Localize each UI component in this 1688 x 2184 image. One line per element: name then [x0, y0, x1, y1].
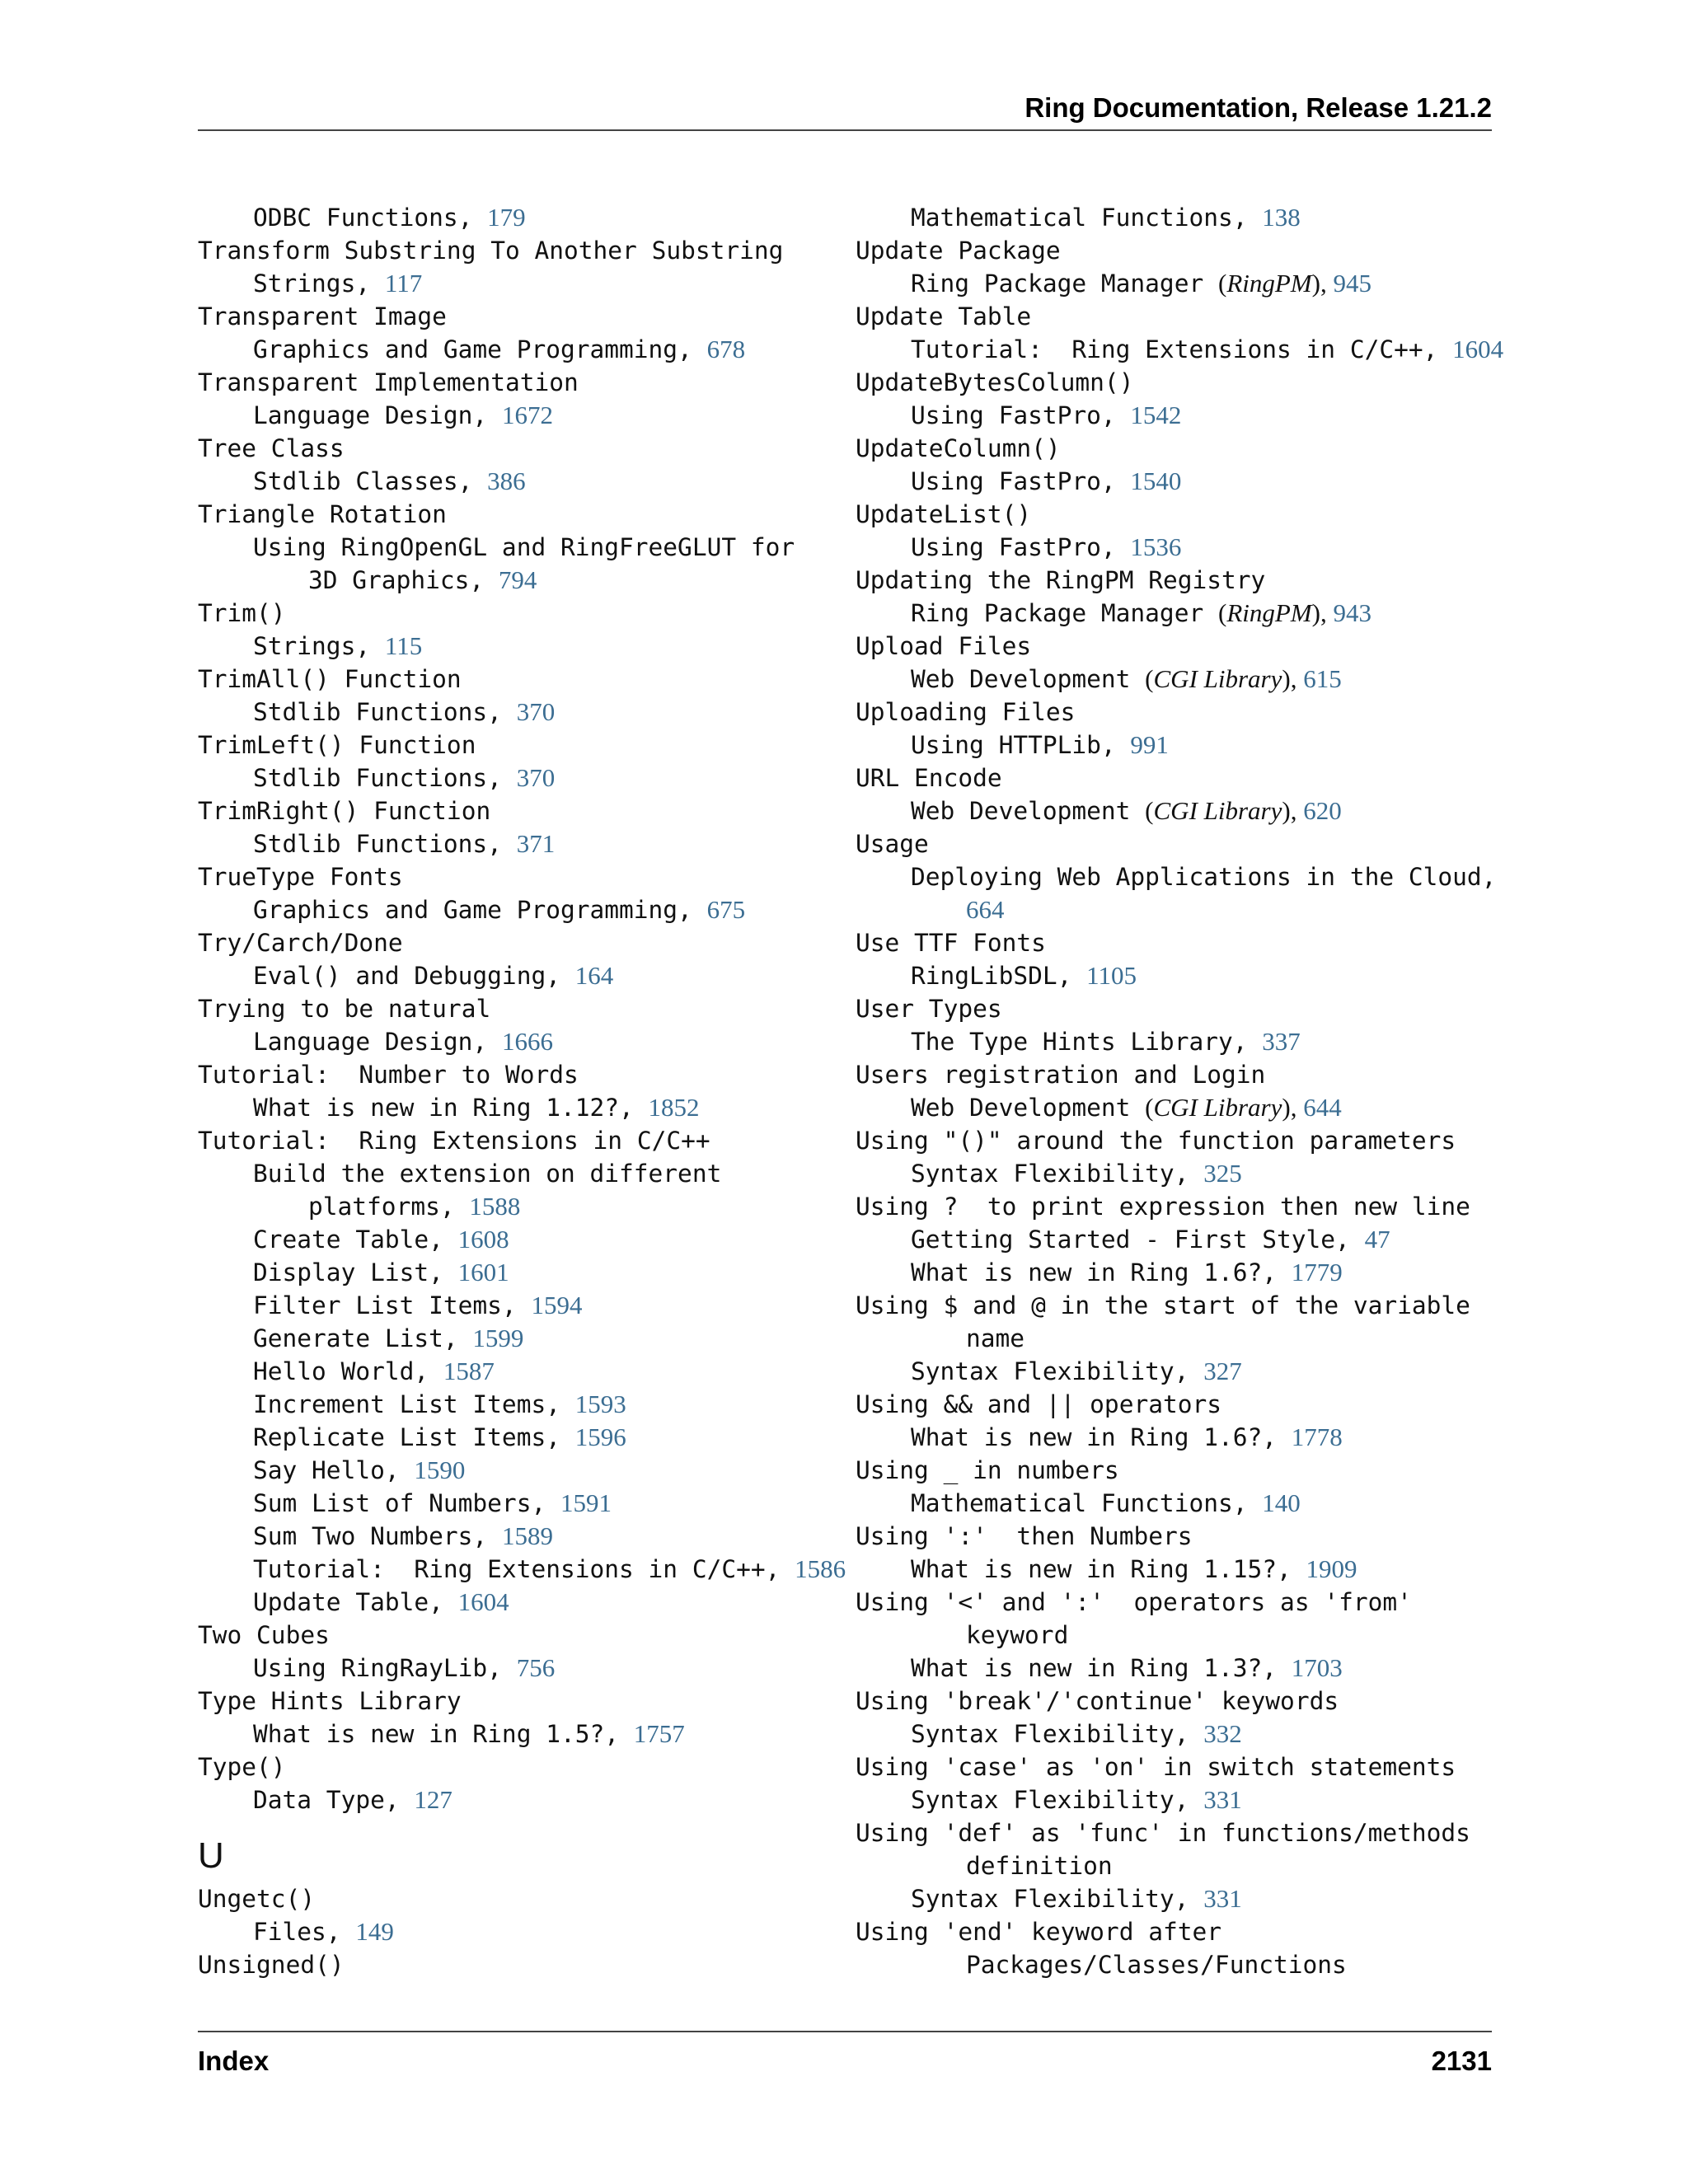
entry-text: Transparent Implementation	[198, 368, 579, 396]
index-term	[856, 696, 1515, 729]
page-reference-link[interactable]: 371	[516, 829, 556, 858]
index-subentry	[856, 959, 1515, 992]
index-term	[198, 432, 841, 465]
index-term	[198, 366, 841, 399]
entry-text: (	[1145, 796, 1154, 825]
index-term	[198, 663, 841, 696]
index-term	[198, 992, 841, 1025]
page-reference-link[interactable]: 179	[487, 203, 526, 232]
page-reference-link[interactable]: 1778	[1291, 1422, 1343, 1451]
index-term	[198, 729, 841, 762]
entry-text: Using FastPro,	[911, 533, 1131, 561]
index-term	[198, 860, 841, 893]
index-term	[856, 1586, 1515, 1619]
entry-text: TrimLeft() Function	[198, 731, 476, 759]
entry-text: Using ':' then Numbers	[856, 1522, 1193, 1550]
entry-text: Tutorial: Ring Extensions in C/C++	[198, 1127, 710, 1155]
entry-text: Stdlib Functions,	[253, 698, 517, 726]
index-subentry	[856, 1091, 1515, 1124]
index-subentry	[856, 1718, 1515, 1750]
index-subentry	[856, 1882, 1515, 1915]
index-term	[198, 1058, 841, 1091]
index-subentry	[856, 1553, 1515, 1586]
index-subentry	[198, 1322, 841, 1355]
page-reference-link[interactable]: 47	[1364, 1225, 1390, 1254]
entry-text: What is new in Ring 1.12?,	[253, 1094, 649, 1122]
index-term	[856, 630, 1515, 663]
page-reference-link[interactable]: 991	[1130, 730, 1169, 759]
entry-text: Sum Two Numbers,	[253, 1522, 502, 1550]
index-subentry	[198, 465, 841, 498]
entry-text: Syntax Flexibility,	[911, 1786, 1204, 1814]
index-term	[198, 1882, 841, 1915]
index-term	[198, 234, 841, 267]
entry-text: Web Development	[911, 665, 1146, 693]
entry-text: keyword	[966, 1621, 1069, 1649]
entry-text: Language Design,	[253, 401, 502, 429]
page-reference-link[interactable]: 1542	[1130, 401, 1182, 429]
index-column-left	[198, 201, 846, 1981]
page-reference-link[interactable]: 370	[516, 763, 556, 792]
entry-text: Updating the RingPM Registry	[856, 566, 1266, 594]
page-reference-link[interactable]: 1909	[1306, 1554, 1357, 1583]
page-reference-link[interactable]: 1599	[472, 1324, 524, 1352]
index-subentry	[856, 1849, 1515, 1882]
entry-text: Packages/Classes/Functions	[966, 1951, 1347, 1979]
entry-text: What is new in Ring 1.15?,	[911, 1555, 1306, 1583]
index-subentry	[198, 1586, 841, 1619]
entry-text: Stdlib Classes,	[253, 467, 488, 495]
entry-text: Eval() and Debugging,	[253, 962, 575, 990]
page-reference-link[interactable]: 331	[1203, 1785, 1242, 1814]
index-term	[198, 300, 841, 333]
index-subentry	[198, 959, 841, 992]
entry-text: Upload Files	[856, 632, 1032, 660]
entry-text: Using HTTPLib,	[911, 731, 1131, 759]
index-term	[856, 366, 1515, 399]
index-subentry	[856, 465, 1515, 498]
index-term	[856, 1454, 1515, 1487]
index-term	[198, 1619, 841, 1652]
entry-text: Strings,	[253, 632, 385, 660]
entry-text: Syntax Flexibility,	[911, 1357, 1204, 1385]
page-reference-link[interactable]: 678	[706, 335, 746, 363]
page-reference-link[interactable]: 1594	[531, 1291, 583, 1319]
entry-text: Create Table,	[253, 1226, 458, 1254]
entry-text: Transform Substring To Another Substring	[198, 237, 784, 265]
page-reference-link[interactable]: 331	[1203, 1884, 1242, 1913]
entry-text: What is new in Ring 1.6?,	[911, 1423, 1292, 1451]
index-subentry	[198, 399, 841, 432]
entry-text: Using FastPro,	[911, 401, 1131, 429]
entry-text: Mathematical Functions,	[911, 1489, 1263, 1517]
index-subentry	[856, 893, 1515, 926]
entry-text: Data Type,	[253, 1786, 415, 1814]
entry-text: Two Cubes	[198, 1621, 330, 1649]
index-subentry	[856, 267, 1515, 300]
page-reference-link[interactable]: 1540	[1130, 466, 1182, 495]
entry-text: Language Design,	[253, 1028, 502, 1056]
entry-text: (	[1145, 664, 1154, 693]
entry-text: Trying to be natural	[198, 995, 491, 1023]
entry-text: What is new in Ring 1.5?,	[253, 1720, 634, 1748]
entry-text: Type()	[198, 1753, 286, 1781]
entry-text: Using 'def' as 'func' in functions/methods	[856, 1819, 1470, 1847]
entry-text: What is new in Ring 1.3?,	[911, 1654, 1292, 1682]
entry-text: Using "()" around the function parameters	[856, 1127, 1456, 1155]
entry-text: name	[966, 1324, 1025, 1352]
header-rule	[198, 129, 1492, 131]
entry-text: (	[1145, 1093, 1154, 1122]
index-subentry	[198, 333, 841, 366]
entry-text: RingPM	[1226, 269, 1312, 298]
index-subentry	[856, 663, 1515, 696]
page-reference-link[interactable]: 140	[1262, 1488, 1301, 1517]
entry-text: Tutorial: Ring Extensions in C/C++,	[911, 335, 1453, 363]
entry-text: Getting Started - First Style,	[911, 1226, 1365, 1254]
page-reference-link[interactable]: 1666	[501, 1027, 553, 1056]
index-subentry	[856, 531, 1515, 564]
page-reference-link[interactable]: 149	[355, 1917, 394, 1946]
entry-text: Replicate List Items,	[253, 1423, 575, 1451]
page-reference-link[interactable]: 1586	[795, 1554, 846, 1583]
entry-text: UpdateColumn()	[856, 434, 1061, 462]
entry-text: definition	[966, 1852, 1113, 1880]
page-reference-link[interactable]: 1601	[457, 1258, 509, 1286]
entry-text: ),	[1311, 269, 1334, 298]
entry-text: Ring Package Manager	[911, 599, 1218, 627]
index-letter-heading: U	[198, 1835, 224, 1876]
entry-text: (	[1217, 269, 1227, 298]
page-reference-link[interactable]: 1672	[501, 401, 553, 429]
index-term	[856, 992, 1515, 1025]
index-subentry	[198, 762, 841, 794]
entry-text: Using _ in numbers	[856, 1456, 1119, 1484]
index-subentry	[856, 1619, 1515, 1652]
entry-text: TrueType Fonts	[198, 863, 403, 891]
index-term	[856, 1750, 1515, 1783]
entry-text: Tutorial: Ring Extensions in C/C++,	[253, 1555, 795, 1583]
entry-text: Build the extension on different	[253, 1160, 722, 1188]
page-reference-link[interactable]: 325	[1203, 1159, 1242, 1188]
entry-text: Type Hints Library	[198, 1687, 462, 1715]
index-term	[198, 1750, 841, 1783]
entry-text: Stdlib Functions,	[253, 830, 517, 858]
page-reference-link[interactable]: 1596	[574, 1422, 626, 1451]
index-term	[856, 564, 1515, 597]
page-reference-link[interactable]: 1757	[633, 1719, 685, 1748]
entry-text: Update Table,	[253, 1588, 458, 1616]
page-reference-link[interactable]: 675	[706, 895, 746, 924]
index-term	[198, 597, 841, 630]
index-term	[856, 1388, 1515, 1421]
index-subentry	[198, 1190, 841, 1223]
running-header: Ring Documentation, Release 1.21.2	[1025, 92, 1492, 123]
index-term	[856, 498, 1515, 531]
page-reference-link[interactable]: 1779	[1291, 1258, 1343, 1286]
entry-text: Tree Class	[198, 434, 345, 462]
page-reference-link[interactable]: 337	[1262, 1027, 1301, 1056]
index-subentry	[856, 1948, 1515, 1981]
page-reference-link[interactable]: 1703	[1291, 1653, 1343, 1682]
entry-text: CGI Library	[1153, 1093, 1282, 1122]
page-reference-link[interactable]: 1604	[457, 1587, 509, 1616]
page-reference-link[interactable]: 945	[1333, 269, 1372, 298]
page-reference-link[interactable]: 644	[1303, 1093, 1342, 1122]
index-subentry	[198, 531, 841, 564]
entry-text: Ring Package Manager	[911, 269, 1218, 298]
footer-section-label: Index	[198, 2046, 270, 2076]
entry-text: Using FastPro,	[911, 467, 1131, 495]
entry-text: Filter List Items,	[253, 1291, 532, 1319]
page-reference-link[interactable]: 138	[1262, 203, 1301, 232]
index-subentry	[856, 1025, 1515, 1058]
index-subentry	[856, 1355, 1515, 1388]
index-subentry	[856, 794, 1515, 827]
entry-text: Using 'case' as 'on' in switch statements	[856, 1753, 1456, 1781]
index-term	[856, 926, 1515, 959]
page-reference-link[interactable]: 115	[384, 631, 423, 660]
page-reference-link[interactable]: 1536	[1130, 532, 1182, 561]
index-term	[198, 1124, 841, 1157]
index-term	[856, 762, 1515, 794]
index-subentry	[856, 1223, 1515, 1256]
index-term	[856, 1685, 1515, 1718]
index-subentry	[198, 1256, 841, 1289]
index-subentry	[198, 1783, 841, 1816]
page-reference-link[interactable]: 1593	[574, 1390, 626, 1418]
index-subentry	[198, 564, 841, 597]
entry-text: Uploading Files	[856, 698, 1076, 726]
entry-text: Using 'break'/'continue' keywords	[856, 1687, 1339, 1715]
entry-text: 3D Graphics,	[308, 566, 499, 594]
index-subentry	[198, 1487, 841, 1520]
entry-text: User Types	[856, 995, 1002, 1023]
entry-text: CGI Library	[1153, 796, 1282, 825]
page-reference-link[interactable]: 794	[498, 565, 537, 594]
page-reference-link[interactable]: 1587	[443, 1357, 495, 1385]
page-reference-link[interactable]: 1852	[648, 1093, 700, 1122]
entry-text: Update Table	[856, 302, 1032, 330]
entry-text: The Type Hints Library,	[911, 1028, 1263, 1056]
entry-text: Mathematical Functions,	[911, 204, 1263, 232]
index-term	[198, 1685, 841, 1718]
entry-text: Using RingOpenGL and RingFreeGLUT for	[253, 533, 795, 561]
entry-text: Triangle Rotation	[198, 500, 447, 528]
page-reference-link[interactable]: 620	[1303, 796, 1342, 825]
index-subentry	[198, 201, 841, 234]
index-term	[856, 432, 1515, 465]
entry-text: Use TTF Fonts	[856, 929, 1046, 957]
index-subentry	[198, 1454, 841, 1487]
index-term	[856, 1124, 1515, 1157]
index-term	[856, 1520, 1515, 1553]
entry-text: Syntax Flexibility,	[911, 1720, 1204, 1748]
entry-text: platforms,	[308, 1193, 470, 1221]
entry-text: Sum List of Numbers,	[253, 1489, 560, 1517]
entry-text: Stdlib Functions,	[253, 764, 517, 792]
page-reference-link[interactable]: 1604	[1452, 335, 1504, 363]
page-number: 2131	[1431, 2046, 1492, 2076]
index-subentry	[198, 893, 841, 926]
index-subentry	[856, 597, 1515, 630]
entry-text: Using && and || operators	[856, 1390, 1222, 1418]
index-subentry	[856, 1421, 1515, 1454]
index-subentry	[198, 1421, 841, 1454]
entry-text: Syntax Flexibility,	[911, 1885, 1204, 1913]
entry-text: Unsigned()	[198, 1951, 345, 1979]
index-subentry	[198, 1652, 841, 1685]
page-reference-link[interactable]: 943	[1333, 598, 1372, 627]
index-subentry	[198, 1157, 841, 1190]
index-subentry	[856, 1487, 1515, 1520]
entry-text: Hello World,	[253, 1357, 443, 1385]
entry-text: Deploying Web Applications in the Cloud,	[911, 863, 1497, 891]
entry-text: What is new in Ring 1.6?,	[911, 1258, 1292, 1286]
page-reference-link[interactable]: 756	[516, 1653, 556, 1682]
entry-text: Files,	[253, 1918, 356, 1946]
index-subentry	[198, 827, 841, 860]
entry-text: ),	[1282, 1093, 1304, 1122]
entry-text: ),	[1311, 598, 1334, 627]
index-subentry	[856, 201, 1515, 234]
entry-text: Update Package	[856, 237, 1061, 265]
index-subentry	[856, 1157, 1515, 1190]
index-subentry	[198, 267, 841, 300]
entry-text: Strings,	[253, 269, 385, 298]
index-subentry	[198, 1915, 841, 1948]
page-reference-link[interactable]: 164	[574, 961, 614, 990]
index-term	[198, 926, 841, 959]
entry-text: Tutorial: Number to Words	[198, 1061, 579, 1089]
entry-text: Generate List,	[253, 1324, 473, 1352]
index-subentry	[198, 1520, 841, 1553]
index-subentry	[198, 1553, 846, 1586]
index-subentry	[856, 1322, 1515, 1355]
index-term	[856, 300, 1515, 333]
entry-text: CGI Library	[1153, 664, 1282, 693]
index-term	[856, 1190, 1515, 1223]
entry-text: Trim()	[198, 599, 286, 627]
index-term	[856, 234, 1515, 267]
index-subentry	[856, 333, 1515, 366]
entry-text: TrimAll() Function	[198, 665, 462, 693]
index-subentry	[856, 1256, 1515, 1289]
index-subentry	[198, 1718, 841, 1750]
index-subentry	[198, 696, 841, 729]
index-subentry	[198, 1223, 841, 1256]
index-column-right	[856, 201, 1515, 1981]
page-reference-link[interactable]: 1590	[414, 1455, 466, 1484]
page-reference-link[interactable]: 664	[966, 895, 1005, 924]
page-reference-link[interactable]: 370	[516, 697, 556, 726]
entry-text: Web Development	[911, 797, 1146, 825]
entry-text: Using '<' and ':' operators as 'from'	[856, 1588, 1412, 1616]
index-subentry	[198, 630, 841, 663]
index-term	[856, 1915, 1515, 1948]
entry-text: ),	[1282, 796, 1304, 825]
index-term	[856, 1816, 1515, 1849]
index-subentry	[198, 1289, 841, 1322]
page-reference-link[interactable]: 332	[1203, 1719, 1242, 1748]
index-subentry	[198, 1091, 841, 1124]
entry-text: Transparent Image	[198, 302, 447, 330]
footer-rule	[198, 2031, 1492, 2032]
index-term	[198, 1948, 841, 1981]
entry-text: URL Encode	[856, 764, 1002, 792]
index-subentry	[198, 1388, 841, 1421]
page-reference-link[interactable]: 386	[487, 466, 526, 495]
entry-text: Using ? to print expression then new line	[856, 1193, 1470, 1221]
index-term	[198, 498, 841, 531]
entry-text: Using RingRayLib,	[253, 1654, 517, 1682]
entry-text: Ungetc()	[198, 1885, 316, 1913]
entry-text: Graphics and Game Programming,	[253, 335, 707, 363]
entry-text: (	[1217, 598, 1227, 627]
entry-text: Using $ and @ in the start of the variable	[856, 1291, 1470, 1319]
entry-text: Increment List Items,	[253, 1390, 575, 1418]
entry-text: Using 'end' keyword after	[856, 1918, 1222, 1946]
page-reference-link[interactable]: 127	[414, 1785, 452, 1814]
index-subentry	[856, 1783, 1515, 1816]
entry-text: Try/Carch/Done	[198, 929, 403, 957]
entry-text: Say Hello,	[253, 1456, 415, 1484]
entry-text: RingPM	[1226, 598, 1312, 627]
entry-text: TrimRight() Function	[198, 797, 491, 825]
index-subentry	[856, 860, 1515, 893]
index-subentry	[856, 399, 1515, 432]
page-reference-link[interactable]: 1591	[560, 1488, 612, 1517]
entry-text: Usage	[856, 830, 929, 858]
page-reference-link[interactable]: 1608	[457, 1225, 509, 1254]
page-reference-link[interactable]: 1589	[501, 1521, 553, 1550]
entry-text: UpdateList()	[856, 500, 1032, 528]
page-reference-link[interactable]: 615	[1303, 664, 1342, 693]
page-reference-link[interactable]: 1588	[469, 1192, 521, 1221]
page-reference-link[interactable]: 327	[1203, 1357, 1242, 1385]
page-reference-link[interactable]: 117	[384, 269, 423, 298]
entry-text: Syntax Flexibility,	[911, 1160, 1204, 1188]
entry-text: ODBC Functions,	[253, 204, 488, 232]
entry-text: Users registration and Login	[856, 1061, 1266, 1089]
index-term	[198, 794, 841, 827]
entry-text: Graphics and Game Programming,	[253, 896, 707, 924]
index-term	[856, 827, 1515, 860]
index-subentry	[856, 729, 1515, 762]
entry-text: UpdateBytesColumn()	[856, 368, 1134, 396]
entry-text: Web Development	[911, 1094, 1146, 1122]
entry-text: Display List,	[253, 1258, 458, 1286]
entry-text: ),	[1282, 664, 1304, 693]
index-term	[856, 1058, 1515, 1091]
index-subentry	[856, 1652, 1515, 1685]
page-reference-link[interactable]: 1105	[1086, 961, 1137, 990]
index-subentry	[198, 1355, 841, 1388]
index-subentry	[198, 1025, 841, 1058]
entry-text: RingLibSDL,	[911, 962, 1087, 990]
index-term	[856, 1289, 1515, 1322]
